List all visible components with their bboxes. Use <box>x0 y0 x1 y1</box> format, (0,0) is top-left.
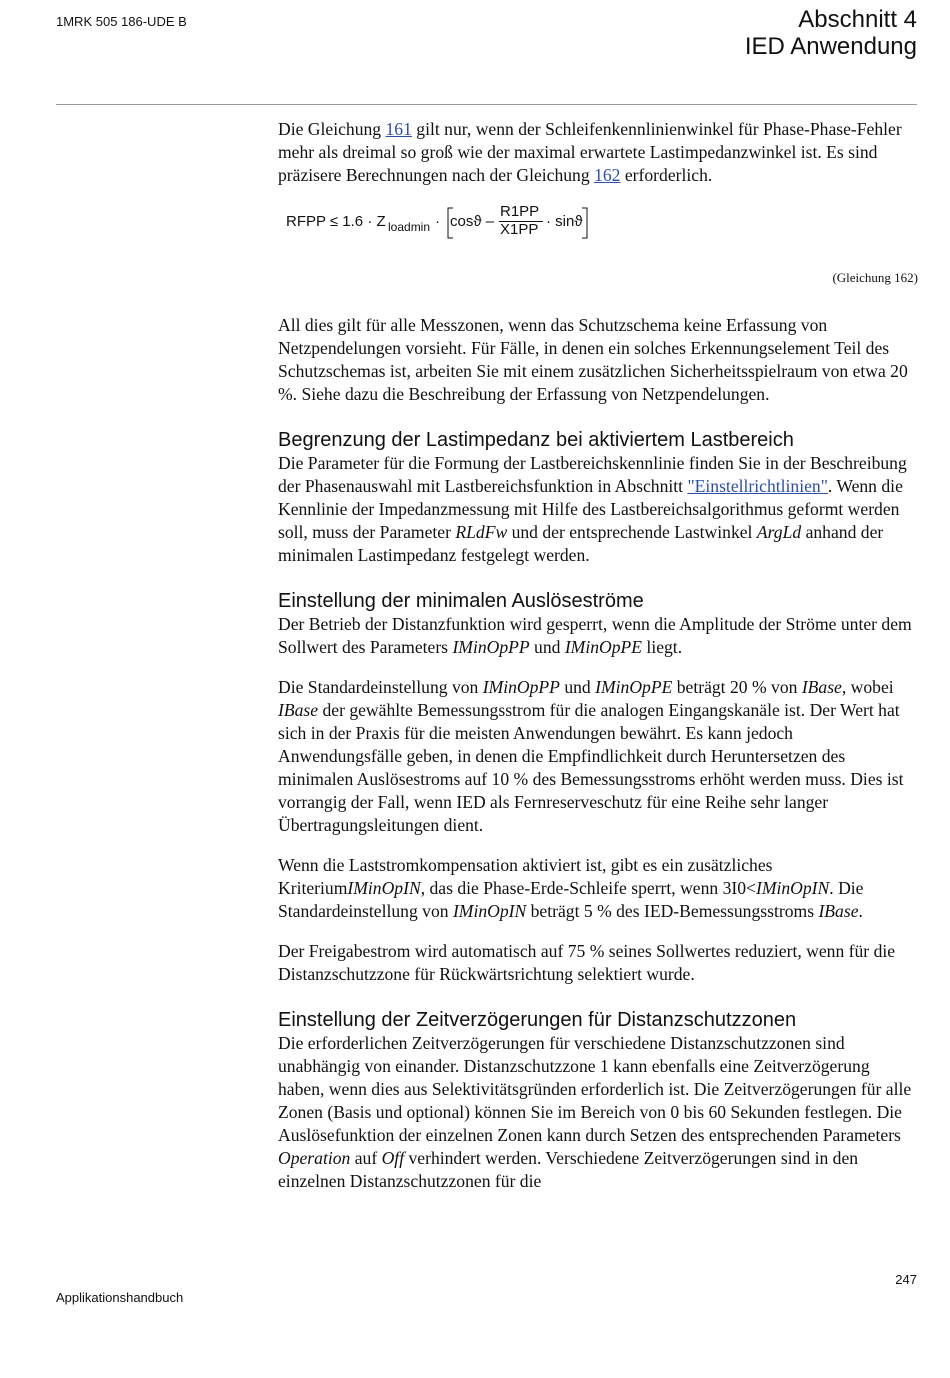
manual-name: Applikationshandbuch <box>56 1290 184 1305</box>
equation-numerator: R1PP <box>500 203 540 220</box>
text: und der entsprechende Lastwinkel <box>507 522 757 542</box>
text: und <box>529 637 565 657</box>
parameter-name: IMinOpPP <box>482 677 560 697</box>
text: Der Betrieb der Distanzfunktion wird gesperrt, wenn die Amplitude der Ströme unter dem Sollwert des Parameters <box>278 614 912 657</box>
equation-denominator: X1PP <box>500 221 539 238</box>
text: beträgt 20 % von <box>672 677 802 697</box>
section-heading: Einstellung der Zeitverzögerungen für Distanzschutzzonen <box>278 1009 797 1031</box>
text: gilt nur, wenn der Schleifenkennlinienwinkel für Phase-Phase-Fehler mehr als dreimal so groß wie der maximal erwartete Lastimpedanzwinkel ist. Es sind präzisere Berechnungen nach der Gleichung <box>278 119 902 185</box>
text: , wobei <box>841 677 894 697</box>
parameter-name: Off <box>381 1148 405 1168</box>
main-content <box>278 118 918 1193</box>
equation-link-162[interactable]: 162 <box>594 165 621 185</box>
text: anhand der minimalen Lastimpedanz festgelegt werden. <box>278 522 884 565</box>
einstellrichtlinien-link[interactable]: "Einstellrichtlinien" <box>687 476 828 496</box>
text: verhindert werden. Verschiedene Zeitverzögerungen sind in den einzelnen Distanzschutzzonen für die <box>278 1148 859 1191</box>
parameter-name: IBase <box>818 901 859 921</box>
equation-label: (Gleichung 162) <box>832 270 918 285</box>
parameter-name: RLdFw <box>455 522 508 542</box>
paragraph <box>278 613 918 659</box>
equation-lhs: RFPP ≤ 1.6 · Z <box>286 213 386 230</box>
text: . Die Standardeinstellung von <box>278 878 864 921</box>
text: erforderlich. <box>620 165 713 185</box>
text: der gewählte Bemessungsstrom für die analogen Eingangskanäle ist. Der Wert hat sich in der Praxis für die meisten Anwendungen bewährt. Es kann jedoch Anwendungsfälle geben, in denen die Empfindlichkeit durch Heruntersetzen des minimalen Auslösestroms auf 10 % des Bemessungsstroms erhöht werden muss. Dies ist vorrangig der Fall, wenn IED als Fernreserveschutz für eine Reihe sehr langer Übertragungsleitungen dient. <box>278 700 904 835</box>
equation-cos-term: cosϑ – <box>450 213 495 230</box>
parameter-name: Operation <box>278 1148 351 1168</box>
paragraph <box>278 676 918 837</box>
section-title: IED Anwendung <box>744 33 917 60</box>
document-id: 1MRK 505 186-UDE B <box>56 14 187 29</box>
equation-dot: · <box>435 213 440 230</box>
parameter-name: IBase <box>278 700 319 720</box>
paragraph <box>278 854 918 923</box>
equation-subscript: loadmin <box>388 220 431 234</box>
parameter-name: IMinOpIN <box>452 901 527 921</box>
text: Die erforderlichen Zeitverzögerungen für verschiedene Distanzschutzzonen sind unabhängig von einander. Distanzschutzzone 1 kann ebenfalls eine Zeitverzögerung haben, wenn dies aus Selektivitätsgründen erforderlich ist. Die Zeitverzögerungen für alle Zonen (Basis und optional) können Sie im Bereich von 0 bis 60 Sekunden festlegen. Die Auslösefunktion der einzelnen Zonen kann durch Setzen des entsprechenden Parameters <box>278 1033 912 1145</box>
section-heading: Begrenzung der Lastimpedanz bei aktiviertem Lastbereich <box>278 429 794 451</box>
text: auf <box>350 1148 382 1168</box>
equation-sin-term: · sinϑ <box>546 213 583 230</box>
parameter-name: IMinOpPP <box>452 637 530 657</box>
text: . Wenn die Kennlinie der Impedanzmessung mit Hilfe des Lastbereichsalgorithmus geformt werden soll, muss der Parameter <box>278 476 903 542</box>
right-bracket <box>577 206 597 242</box>
paragraph <box>278 452 918 567</box>
parameter-name: IMinOpPE <box>595 677 673 697</box>
parameter-name: IBase <box>801 677 842 697</box>
parameter-name: IMinOpIN <box>755 878 830 898</box>
section-heading: Einstellung der minimalen Auslöseströme <box>278 590 644 612</box>
paragraph <box>278 118 918 187</box>
parameter-name: IMinOpIN <box>347 878 421 898</box>
text: Die Standardeinstellung von <box>278 677 483 697</box>
paragraph <box>278 1032 918 1193</box>
equation-162 <box>278 203 918 266</box>
section-header <box>745 6 917 60</box>
text: Die Gleichung <box>278 119 386 139</box>
equation-link-161[interactable]: 161 <box>385 119 412 139</box>
section-number: Abschnitt 4 <box>798 6 917 33</box>
header-divider <box>56 104 917 105</box>
paragraph: Der Freigabestrom wird automatisch auf 75 % seines Sollwertes reduziert, wenn für die Distanzschutzzone für Rückwärtsrichtung selektiert wurde. <box>278 941 896 984</box>
parameter-name: ArgLd <box>756 522 802 542</box>
text: liegt. <box>642 637 683 657</box>
text: Die Parameter für die Formung der Lastbereichskennlinie finden Sie in der Beschreibung der Phasenauswahl mit Lastbereichsfunktion in Abschnitt <box>278 453 907 496</box>
paragraph: All dies gilt für alle Messzonen, wenn das Schutzschema keine Erfassung von Netzpendelungen vorsieht. Für Fälle, in denen ein solches Erkennungselement Teil des Schutzschemas ist, arbeiten Sie mit einem zusätzlichen Sicherheitsspielraum von etwa 20 %. Siehe dazu die Beschreibung der Erfassung von Netzpendelungen. <box>278 315 908 404</box>
text: beträgt 5 % des IED-Bemessungsstroms <box>526 901 819 921</box>
text: Wenn die Laststromkompensation aktiviert ist, gibt es ein zusätzliches Kriterium <box>278 855 773 898</box>
text: . <box>858 901 863 921</box>
text: , das die Phase-Erde-Schleife sperrt, wenn 3I0< <box>420 878 756 898</box>
page-number: 247 <box>895 1272 917 1287</box>
parameter-name: IMinOpPE <box>564 637 643 657</box>
text: und <box>559 677 596 697</box>
